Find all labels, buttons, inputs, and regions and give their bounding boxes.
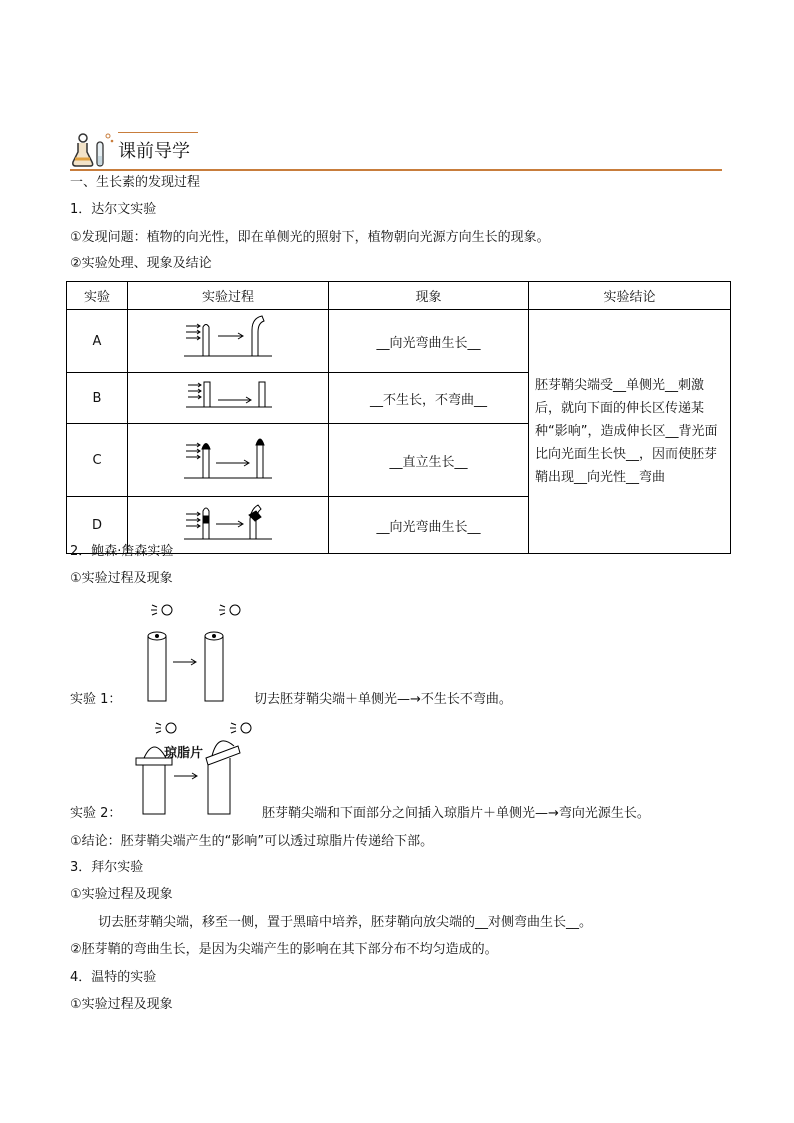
- darwin-process-title: ②实验处理、现象及结论: [70, 256, 212, 271]
- boysen-process-title: ①实验过程及现象: [70, 571, 173, 586]
- table-row: [67, 310, 731, 373]
- phenomenon-cell: __向光弯曲生长__: [329, 497, 529, 554]
- row-label: B: [67, 373, 128, 424]
- went-process-title: ①实验过程及现象: [70, 997, 173, 1012]
- paal-heading: 3．拜尔实验: [70, 860, 144, 875]
- experiment-diagram: [128, 373, 329, 424]
- experiment1-text: 切去胚芽鞘尖端＋单侧光—→不生长不弯曲。: [254, 692, 512, 707]
- table-header: 实验过程: [128, 282, 329, 310]
- paal-reason: ②胚芽鞘的弯曲生长，是因为尖端产生的影响在其下部分布不均匀造成的。: [70, 942, 498, 957]
- paal-text: 切去胚芽鞘尖端，移至一侧，置于黑暗中培养，胚芽鞘向放尖端的__对侧弯曲生长__。: [98, 915, 593, 930]
- header-divider: [70, 169, 722, 171]
- table-header: 实验: [67, 282, 128, 310]
- conclusion-cell: 胚芽鞘尖端受__单侧光__刺激后，就向下面的伸长区传递某种“影响”，造成伸长区__背光面比向光面生长快__，因而使胚芽鞘出现__向光性__弯曲: [529, 310, 731, 554]
- section-heading: 一、生长素的发现过程: [70, 175, 201, 190]
- paal-process-title: ①实验过程及现象: [70, 887, 173, 902]
- row-label: A: [67, 310, 128, 373]
- header-top-decoration: [118, 132, 198, 133]
- darwin-problem: ①发现问题：植物的向光性，即在单侧光的照射下，植物朝向光源方向生长的现象。: [70, 230, 550, 245]
- experiment2-diagram: [134, 716, 266, 816]
- boysen-conclusion: ①结论：胚芽鞘尖端产生的“影响”可以透过琼脂片传递给下部。: [70, 834, 434, 849]
- boysen-heading: 2．鲍森·詹森实验: [70, 544, 174, 559]
- darwin-experiment-table: [66, 281, 731, 554]
- flask-icon: [70, 128, 116, 168]
- sun-icon: [219, 605, 240, 615]
- experiment1-label: 实验 1：: [70, 692, 122, 707]
- experiment2-text: 胚芽鞘尖端和下面部分之间插入琼脂片＋单侧光—→弯向光源生长。: [262, 806, 650, 821]
- experiment-diagram: [128, 424, 329, 497]
- row-label: C: [67, 424, 128, 497]
- sun-icon: [151, 605, 172, 615]
- sun-icon: [230, 723, 251, 733]
- header-icon: [70, 128, 116, 168]
- experiment1-diagram: [140, 600, 250, 706]
- experiment-diagram: [128, 310, 329, 373]
- agar-label: 琼脂片: [164, 746, 204, 761]
- went-heading: 4．温特的实验: [70, 970, 157, 985]
- phenomenon-cell: __直立生长__: [329, 424, 529, 497]
- row-label: D: [67, 497, 128, 554]
- phenomenon-cell: __不生长，不弯曲__: [329, 373, 529, 424]
- experiment2-label: 实验 2：: [70, 806, 122, 821]
- sun-icon: [155, 723, 176, 733]
- table-header: 实验结论: [529, 282, 731, 310]
- phenomenon-cell: __向光弯曲生长__: [329, 310, 529, 373]
- table-header: 现象: [329, 282, 529, 310]
- darwin-heading: 1．达尔文实验: [70, 202, 157, 217]
- section-header-title: 课前导学: [118, 141, 190, 162]
